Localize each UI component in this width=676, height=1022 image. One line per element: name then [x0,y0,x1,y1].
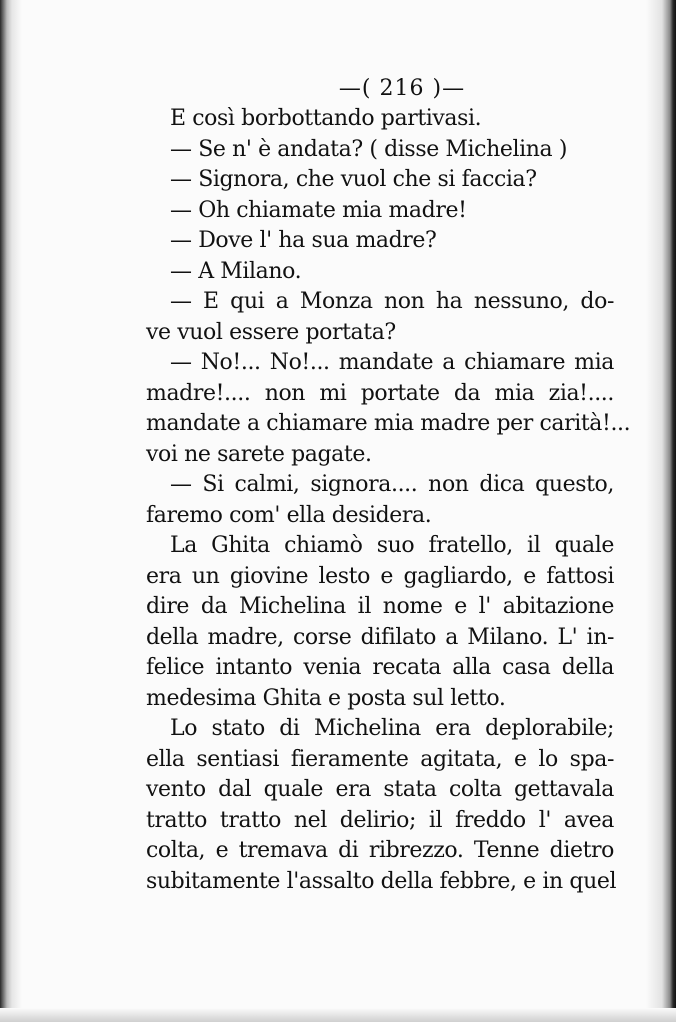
text-line: della madre, corse difilato a Milano. L' in- [146,624,614,650]
text-line: — Se n' è andata? ( disse Michelina ) [170,136,568,162]
text-line: Lo stato di Michelina era deplorabile; [170,716,614,741]
page-text-block [146,74,631,897]
text-line: La Ghita chiamò suo fratello, il quale [170,533,614,558]
text-line: faremo com' ella desidera. [146,502,432,528]
page-bottom-edge-shadow [0,1008,676,1022]
text-line: tratto tratto nel delirio; il freddo l' avea [146,807,614,833]
text-line: — Signora, che vuol che si faccia? [170,167,537,192]
text-line: ve vuol essere portata? [146,319,396,345]
text-line: E così borbottando partivasi. [170,106,482,131]
text-line: felice intanto venia recata alla casa della [146,655,614,680]
text-line: — Dove l' ha sua madre? [170,228,437,253]
text-line: voi ne sarete pagate. [146,441,372,467]
text-line: ella sentiasi fieramente agitata, e lo spa- [146,746,614,772]
text-line: colta, e tremava di ribrezzo. Tenne dietro [146,838,614,863]
page-number: —( 216 )— [338,76,466,101]
page-right-edge-shadow [646,0,676,1022]
text-line: medesima Ghita e posta sul letto. [146,685,506,711]
text-line: era un giovine lesto e gagliardo, e fattosi [146,563,614,589]
text-line: — A Milano. [170,258,302,284]
text-line: madre!.... non mi portate da mia zia!.... [146,380,614,406]
text-line: dire da Michelina il nome e l' abitazione [146,594,614,619]
text-line: — Oh chiamate mia madre! [170,197,467,223]
text-line: mandate a chiamare mia madre per carità!... [146,411,631,436]
text-line: — Si calmi, signora.... non dica questo, [170,472,614,497]
text-line: subitamente l'assalto della febbre, e in quel [146,868,617,894]
page-left-edge-shadow [0,0,22,1022]
text-line: — No!... No!... mandate a chiamare mia [170,350,614,375]
text-line: — E qui a Monza non ha nessuno, do- [170,289,614,314]
text-line: vento dal quale era stata colta gettavala [146,777,614,802]
